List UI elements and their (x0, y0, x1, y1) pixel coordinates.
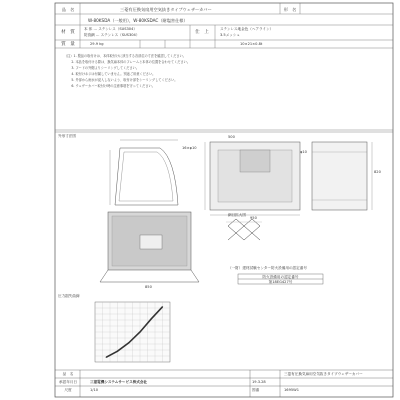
chart-point (106, 357, 107, 358)
header-model-value: W-80KSDA（一般用），W-80KSDAC（耐塩害仕様） (88, 18, 188, 23)
chart-point (139, 331, 140, 332)
title-scale-value: 1/10 (90, 388, 99, 392)
title-item-value: 三菱有圧換気扇用空気抜きタイプウェザーカバー (284, 372, 363, 376)
spec-finish-label: 仕 上 (195, 30, 209, 35)
spec-mass-label: 質 量 (61, 42, 75, 47)
header-item-label: 品 名 (61, 7, 75, 12)
title-drawing-value: 1695W1 (284, 388, 299, 392)
header-model-label: 形 名 (283, 7, 297, 12)
note-line-1: （注）1. 製品の取付けは、本体取付けに該当する各部位の寸法を確認してください。 (64, 54, 186, 58)
certification-line-2: 第18EG427号 (268, 279, 293, 284)
dimension-phi: φ10 (300, 150, 307, 154)
note-line-3: 3. フードの外側よりシーリングしてください。 (64, 66, 140, 70)
spec-finish-line-2: 3.5メッシュ (220, 33, 241, 37)
dimension-holes: 16×φ10 (182, 146, 197, 150)
note-line-5: 5. 外部から雨水が浸入しないよう、取付け部をシーリングしてください。 (64, 78, 178, 82)
chart-point (128, 342, 129, 343)
spec-finish-line-1: ステンレス地金色（ヘアライン） (220, 27, 274, 31)
spec-material-label: 材 質 (61, 30, 75, 35)
dimension-850: 850 (145, 285, 152, 289)
title-company: 三菱電機システムサービス株式会社 (90, 380, 148, 384)
chart-point (151, 318, 152, 319)
title-date-label: 承認年月日 (59, 380, 77, 384)
pressure-chart (95, 302, 170, 362)
dimension-950: 950 (250, 216, 257, 220)
title-drawing-label: 図番 (252, 388, 260, 392)
chart-point (162, 306, 163, 307)
spec-material-line-2: 防鳥網 … ステンレス（SUS304） (84, 33, 140, 37)
certification-line-1: 防火設備用の認定番号 (262, 274, 299, 279)
header-item-value: 三菱有圧換気扇用空気抜きタイプウェザーカバー (120, 7, 212, 12)
section-view (312, 142, 372, 210)
section-mesh-label: 網目拡大図 (228, 213, 246, 217)
note-line-4: 4. 取付けネジは付属していません。別途ご用意ください。 (64, 72, 156, 76)
section-certification-label: （一財）建材試験センター防火設備用の認定番号 (228, 266, 307, 270)
section-pressure-label: 圧力損失曲線 (58, 294, 80, 298)
chart-point (117, 351, 118, 352)
dimension-500: 500 (228, 135, 235, 139)
title-date-value: 19.3.28 (252, 380, 266, 384)
dimension-820: 820 (374, 170, 381, 174)
section-outline-label: 外形寸法図 (58, 134, 76, 138)
plan-view (205, 142, 300, 215)
note-line-2: 2. 本品を取付ける際は、換気扇本体のフレームと本体の位置を合わせてください。 (64, 60, 191, 64)
title-scale-label: 尺度 (64, 388, 72, 392)
title-item-label: 品 名 (62, 372, 74, 376)
spec-material-line-1: 本 体 … ステンレス（SUS304） (84, 27, 137, 31)
spec-mesh-value: 10×21×0.8t (240, 42, 263, 46)
spec-mass-value: 29.9 kg (90, 42, 104, 46)
note-line-6: 6. ウェザーカバー取付け時の注意事項を守ってください。 (64, 84, 155, 88)
